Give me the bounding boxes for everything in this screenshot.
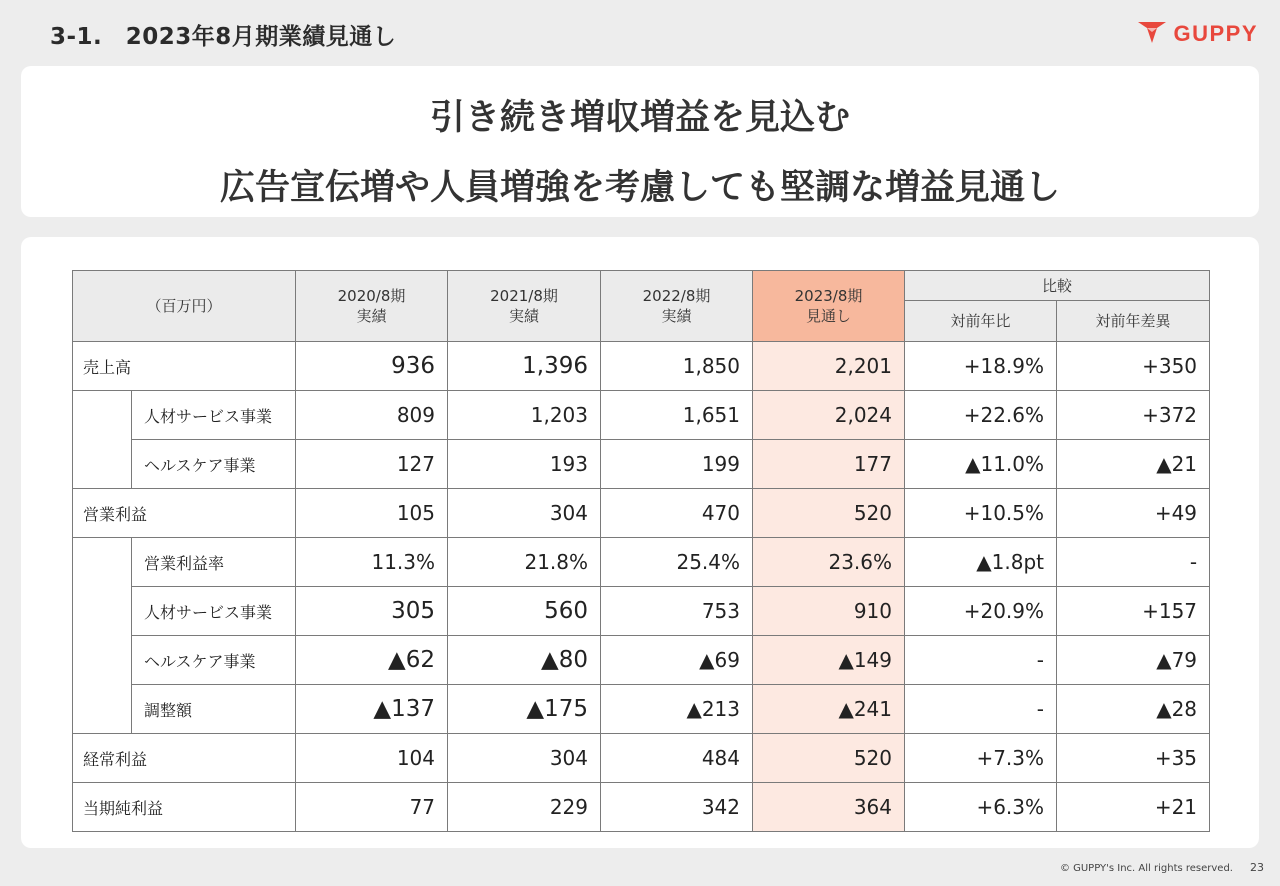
table-cell: +20.9% [905, 587, 1057, 636]
table-cell: 520 [753, 734, 905, 783]
table-cell: 1,396 [448, 342, 601, 391]
table-cell: ▲149 [753, 636, 905, 685]
table-row [73, 440, 1210, 489]
table-cell: 910 [753, 587, 905, 636]
row-label-ordinary-income: 経常利益 [73, 734, 296, 783]
headline-line-2: 広告宣伝増や人員増強を考慮しても堅調な増益見通し [219, 168, 1060, 208]
table-row [73, 783, 1210, 832]
table-cell: 77 [296, 783, 448, 832]
table-cell: 364 [753, 783, 905, 832]
table-cell: ▲62 [296, 636, 448, 685]
table-cell: +157 [1057, 587, 1210, 636]
table-cell: ▲28 [1057, 685, 1210, 734]
table-cell: 470 [601, 489, 753, 538]
table-cell: 177 [753, 440, 905, 489]
indent-spacer [73, 391, 132, 489]
table-cell: 809 [296, 391, 448, 440]
row-label-hr-services-profit: 人材サービス事業 [132, 587, 296, 636]
column-header-2020: 2020/8期 実績 [296, 271, 448, 342]
table-cell: 25.4% [601, 538, 753, 587]
table-cell: 1,651 [601, 391, 753, 440]
table-cell: - [905, 636, 1057, 685]
table-cell: ▲175 [448, 685, 601, 734]
table-cell: 193 [448, 440, 601, 489]
table-cell: ▲1.8pt [905, 538, 1057, 587]
table-cell: +18.9% [905, 342, 1057, 391]
column-header-2023-forecast: 2023/8期 見通し [753, 271, 905, 342]
guppy-fish-icon [1137, 20, 1167, 48]
yoy-diff-header: 対前年差異 [1057, 301, 1210, 342]
table-cell: ▲213 [601, 685, 753, 734]
table-cell: ▲137 [296, 685, 448, 734]
table-cell: 936 [296, 342, 448, 391]
headline-card [21, 66, 1259, 217]
row-label-hr-services: 人材サービス事業 [132, 391, 296, 440]
financial-table-card [21, 237, 1259, 848]
table-cell: 127 [296, 440, 448, 489]
table-cell: +22.6% [905, 391, 1057, 440]
row-label-healthcare-profit: ヘルスケア事業 [132, 636, 296, 685]
table-cell: 105 [296, 489, 448, 538]
row-label-adjustments: 調整額 [132, 685, 296, 734]
table-cell: ▲21 [1057, 440, 1210, 489]
table-cell: 753 [601, 587, 753, 636]
table-row [73, 342, 1210, 391]
table-cell: +35 [1057, 734, 1210, 783]
copyright: © GUPPY's Inc. All rights reserved. [1059, 863, 1233, 874]
table-cell: 2,024 [753, 391, 905, 440]
table-cell: ▲80 [448, 636, 601, 685]
table-cell: 484 [601, 734, 753, 783]
table-cell: ▲11.0% [905, 440, 1057, 489]
table-cell: +49 [1057, 489, 1210, 538]
table-cell: 23.6% [753, 538, 905, 587]
section-title: 3-1. 2023年8月期業績見通し [50, 24, 397, 50]
financial-forecast-table [72, 270, 1210, 832]
row-label-sales: 売上高 [73, 342, 296, 391]
table-cell: 305 [296, 587, 448, 636]
headline-line-1: 引き続き増収増益を見込む [429, 98, 850, 138]
table-cell: 1,850 [601, 342, 753, 391]
table-cell: +7.3% [905, 734, 1057, 783]
table-cell: 11.3% [296, 538, 448, 587]
table-cell: 304 [448, 734, 601, 783]
row-label-operating-margin: 営業利益率 [132, 538, 296, 587]
table-row [73, 391, 1210, 440]
table-cell: 199 [601, 440, 753, 489]
table-row [73, 587, 1210, 636]
table-cell: 2,201 [753, 342, 905, 391]
table-cell: - [1057, 538, 1210, 587]
table-cell: ▲241 [753, 685, 905, 734]
table-row [73, 685, 1210, 734]
table-cell: ▲69 [601, 636, 753, 685]
column-header-2022: 2022/8期 実績 [601, 271, 753, 342]
table-cell: +372 [1057, 391, 1210, 440]
table-cell: 21.8% [448, 538, 601, 587]
row-label-operating-income: 営業利益 [73, 489, 296, 538]
indent-spacer [73, 538, 132, 734]
table-cell: +10.5% [905, 489, 1057, 538]
table-row [73, 538, 1210, 587]
table-row [73, 489, 1210, 538]
table-cell: +21 [1057, 783, 1210, 832]
compare-header: 比較 [905, 271, 1210, 301]
table-cell: +6.3% [905, 783, 1057, 832]
table-cell: 520 [753, 489, 905, 538]
table-cell: 229 [448, 783, 601, 832]
table-cell: +350 [1057, 342, 1210, 391]
table-cell: 304 [448, 489, 601, 538]
table-row [73, 636, 1210, 685]
column-header-2021: 2021/8期 実績 [448, 271, 601, 342]
table-cell: 560 [448, 587, 601, 636]
logo-text: GUPPY [1173, 21, 1258, 46]
table-cell: 342 [601, 783, 753, 832]
unit-header: （百万円） [73, 271, 296, 342]
page-number: 23 [1250, 861, 1264, 874]
table-cell: 1,203 [448, 391, 601, 440]
table-cell: - [905, 685, 1057, 734]
yoy-ratio-header: 対前年比 [905, 301, 1057, 342]
table-cell: ▲79 [1057, 636, 1210, 685]
brand-logo [1137, 20, 1258, 48]
table-cell: 104 [296, 734, 448, 783]
row-label-healthcare: ヘルスケア事業 [132, 440, 296, 489]
table-row [73, 734, 1210, 783]
row-label-net-income: 当期純利益 [73, 783, 296, 832]
